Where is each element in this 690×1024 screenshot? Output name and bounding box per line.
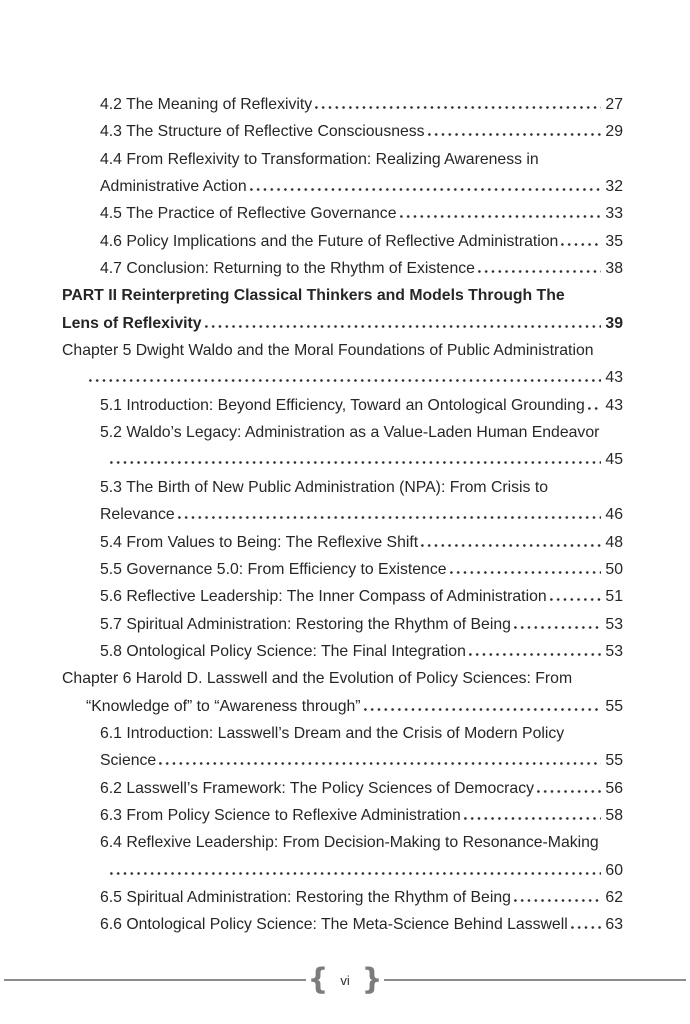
toc-page-number: 60 <box>605 861 623 879</box>
toc-leader-dots <box>550 598 602 601</box>
toc-entry-text: 4.6 Policy Implications and the Future of Reflective Administration <box>100 232 559 250</box>
toc-entry[interactable] <box>62 638 623 665</box>
toc-entry-text: 5.3 The Birth of New Public Administration (NPA): From Crisis to <box>100 478 549 496</box>
toc-entry-text: 5.1 Introduction: Beyond Efficiency, Toward an Ontological Grounding <box>100 396 585 414</box>
toc-entry-text: 5.7 Spiritual Administration: Restoring the Rhythm of Being <box>100 615 511 633</box>
toc-entry[interactable] <box>62 118 623 145</box>
toc-leader-dots <box>421 544 601 547</box>
toc-page-number: 55 <box>605 697 623 715</box>
page-footer <box>4 963 686 997</box>
toc-leader-dots <box>400 215 602 218</box>
toc-leader-dots <box>364 708 602 711</box>
page-number: vi <box>340 972 350 988</box>
toc-entry[interactable] <box>62 911 623 938</box>
toc-entry[interactable] <box>62 310 623 337</box>
footer-rule-right <box>384 979 686 981</box>
toc-page-number: 32 <box>605 178 623 196</box>
toc-entry[interactable] <box>62 556 623 583</box>
toc-entry[interactable] <box>62 446 623 473</box>
toc-entry[interactable] <box>62 693 623 720</box>
toc-page-number: 55 <box>605 752 623 770</box>
toc-entry[interactable] <box>62 747 623 774</box>
toc-page-number: 29 <box>605 123 623 141</box>
toc-page-number: 56 <box>605 779 623 797</box>
toc-entry[interactable] <box>62 857 623 884</box>
toc-entry[interactable] <box>62 665 623 692</box>
toc-entry-text: Chapter 5 Dwight Waldo and the Moral Foundations of Public Administration <box>62 342 594 360</box>
toc-entry[interactable] <box>62 282 623 309</box>
toc-page-number: 43 <box>605 369 623 387</box>
toc-page-number: 48 <box>605 533 623 551</box>
toc-leader-dots <box>571 926 602 929</box>
toc-entry-text: 4.5 The Practice of Reflective Governance <box>100 205 397 223</box>
toc-entry[interactable] <box>62 337 623 364</box>
toc-entry-text: 5.5 Governance 5.0: From Efficiency to Existence <box>100 560 447 578</box>
toc-entry-text: 6.2 Lasswell’s Framework: The Policy Sciences of Democracy <box>100 779 534 797</box>
toc-entry[interactable] <box>62 501 623 528</box>
toc-entry-text: PART II Reinterpreting Classical Thinkers and Models Through The <box>62 287 565 305</box>
toc-entry[interactable] <box>62 146 623 173</box>
toc-entry[interactable] <box>62 829 623 856</box>
toc-page-number: 50 <box>605 560 623 578</box>
toc-leader-dots <box>478 270 601 273</box>
table-of-contents <box>62 91 623 939</box>
toc-page-number: 39 <box>605 314 623 332</box>
toc-entry-text: Science <box>100 752 157 770</box>
toc-entry-text: “Knowledge of” to “Awareness through” <box>86 697 361 715</box>
toc-page-number: 53 <box>605 615 623 633</box>
toc-entry[interactable] <box>62 419 623 446</box>
toc-entry[interactable] <box>62 364 623 391</box>
toc-entry[interactable] <box>62 775 623 802</box>
toc-entry-text: Relevance <box>100 506 175 524</box>
toc-page-number: 43 <box>605 396 623 414</box>
toc-leader-dots <box>450 571 602 574</box>
toc-entry[interactable] <box>62 884 623 911</box>
footer-rule-left <box>4 979 306 981</box>
toc-entry[interactable] <box>62 255 623 282</box>
toc-entry[interactable] <box>62 474 623 501</box>
toc-page-number: 58 <box>605 806 623 824</box>
toc-leader-dots <box>561 243 601 246</box>
toc-entry-text: 6.3 From Policy Science to Reflexive Administration <box>100 806 461 824</box>
toc-entry-text: Administrative Action <box>100 178 247 196</box>
toc-entry[interactable] <box>62 611 623 638</box>
toc-entry-text: Lens of Reflexivity <box>62 314 202 332</box>
toc-entry-text: 5.4 From Values to Being: The Reflexive Shift <box>100 533 419 551</box>
toc-leader-dots <box>588 407 602 410</box>
toc-entry[interactable] <box>62 802 623 829</box>
toc-entry-text: 6.1 Introduction: Lasswell’s Dream and the Crisis of Modern Policy <box>100 724 565 742</box>
toc-entry-text: Chapter 6 Harold D. Lasswell and the Evolution of Policy Sciences: From <box>62 670 573 688</box>
toc-page-number: 51 <box>605 588 623 606</box>
toc-leader-dots <box>178 516 602 519</box>
toc-entry-text: 6.5 Spiritual Administration: Restoring the Rhythm of Being <box>100 888 511 906</box>
toc-entry[interactable] <box>62 583 623 610</box>
toc-entry[interactable] <box>62 228 623 255</box>
toc-leader-dots <box>428 133 602 136</box>
toc-entry[interactable] <box>62 91 623 118</box>
toc-leader-dots <box>159 762 601 765</box>
toc-page-number: 63 <box>605 916 623 934</box>
toc-entry-text: 5.6 Reflective Leadership: The Inner Compass of Administration <box>100 588 547 606</box>
toc-entry-text: 4.7 Conclusion: Returning to the Rhythm of Existence <box>100 260 475 278</box>
toc-leader-dots <box>469 653 602 656</box>
toc-entry[interactable] <box>62 200 623 227</box>
toc-page-number: 45 <box>605 451 623 469</box>
toc-leader-dots <box>514 899 601 902</box>
toc-entry-text: 6.4 Reflexive Leadership: From Decision-Making to Resonance-Making <box>100 834 599 852</box>
toc-leader-dots <box>110 461 601 464</box>
toc-entry[interactable] <box>62 529 623 556</box>
right-bracket-decoration: } <box>361 961 383 996</box>
toc-entry-text: 6.6 Ontological Policy Science: The Meta-Science Behind Lasswell <box>100 916 568 934</box>
toc-leader-dots <box>250 188 602 191</box>
toc-leader-dots <box>89 379 601 382</box>
toc-leader-dots <box>537 790 601 793</box>
toc-entry-text: 4.3 The Structure of Reflective Consciousness <box>100 123 425 141</box>
toc-entry-text: 4.2 The Meaning of Reflexivity <box>100 96 313 113</box>
left-bracket-decoration: { <box>307 961 329 996</box>
toc-entry[interactable] <box>62 392 623 419</box>
toc-page-number: 27 <box>605 96 623 113</box>
toc-page-number: 53 <box>605 642 623 660</box>
toc-entry-text: 5.8 Ontological Policy Science: The Final Integration <box>100 642 466 660</box>
toc-entry-text: 4.4 From Reflexivity to Transformation: Realizing Awareness in <box>100 150 539 168</box>
toc-leader-dots <box>464 817 602 820</box>
toc-leader-dots <box>315 106 601 109</box>
toc-leader-dots <box>205 325 602 328</box>
toc-entry-text: 5.2 Waldo’s Legacy: Administration as a Value-Laden Human Endeavor <box>100 424 600 442</box>
toc-page-number: 62 <box>605 888 623 906</box>
toc-leader-dots <box>110 872 601 875</box>
toc-page-number: 35 <box>605 232 623 250</box>
toc-entry[interactable] <box>62 720 623 747</box>
toc-page-number: 33 <box>605 205 623 223</box>
toc-page-number: 38 <box>605 260 623 278</box>
toc-entry[interactable] <box>62 173 623 200</box>
toc-page-number: 46 <box>605 506 623 524</box>
toc-leader-dots <box>514 626 601 629</box>
